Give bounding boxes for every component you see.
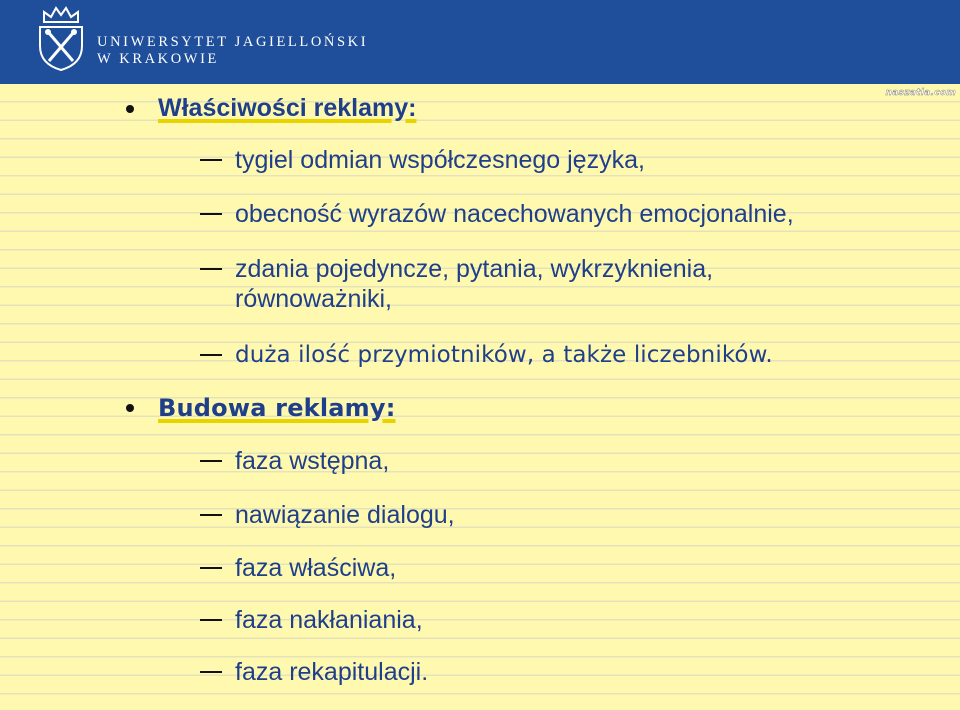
university-name-line2: W KRAKOWIE [97,51,219,67]
list-item-text: obecność wyrazów nacechowanych emocjonalnie, [235,200,794,228]
list-item-text-line2: równoważniki, [235,285,393,313]
dash-icon [200,213,222,215]
dash-icon [200,268,222,270]
list-item [200,199,794,229]
list-item-text: faza wstępna, [235,447,390,475]
section-heading-properties [126,94,416,123]
dash-icon [200,159,222,161]
list-item [200,340,773,370]
list-item [200,446,389,476]
list-item-text: faza rekapitulacji. [235,658,429,686]
bullet-icon [126,105,134,113]
list-item [200,657,428,687]
list-item-text: faza właściwa, [235,554,397,582]
watermark: naszatla.com [885,88,956,98]
list-item [200,553,396,583]
university-name-line1: UNIWERSYTET JAGIELLOŃSKI [97,34,369,50]
list-item [200,254,713,314]
header-bar [0,0,960,84]
list-item-text [235,254,713,314]
university-name [97,34,368,68]
bullet-icon [126,404,134,412]
list-item [200,500,455,530]
dash-icon [200,567,222,569]
section-title: Właściwości reklamy: [158,94,417,122]
dash-icon [200,354,222,356]
section-title: Budowa reklamy: [158,394,396,422]
list-item-text: faza nakłaniania, [235,606,423,634]
university-crest-icon [36,6,86,72]
dash-icon [200,514,222,516]
dash-icon [200,671,222,673]
dash-icon [200,460,222,462]
list-item-text: nawiązanie dialogu, [235,501,455,529]
dash-icon [200,619,222,621]
list-item-text: tygiel odmian współczesnego języka, [235,146,645,174]
section-heading-structure [126,394,396,422]
list-item [200,145,645,175]
list-item-text: duża ilość przymiotników, a także liczebników. [235,342,773,368]
list-item-text-line1: zdania pojedyncze, pytania, wykrzyknienia, [235,255,714,283]
list-item [200,605,423,635]
